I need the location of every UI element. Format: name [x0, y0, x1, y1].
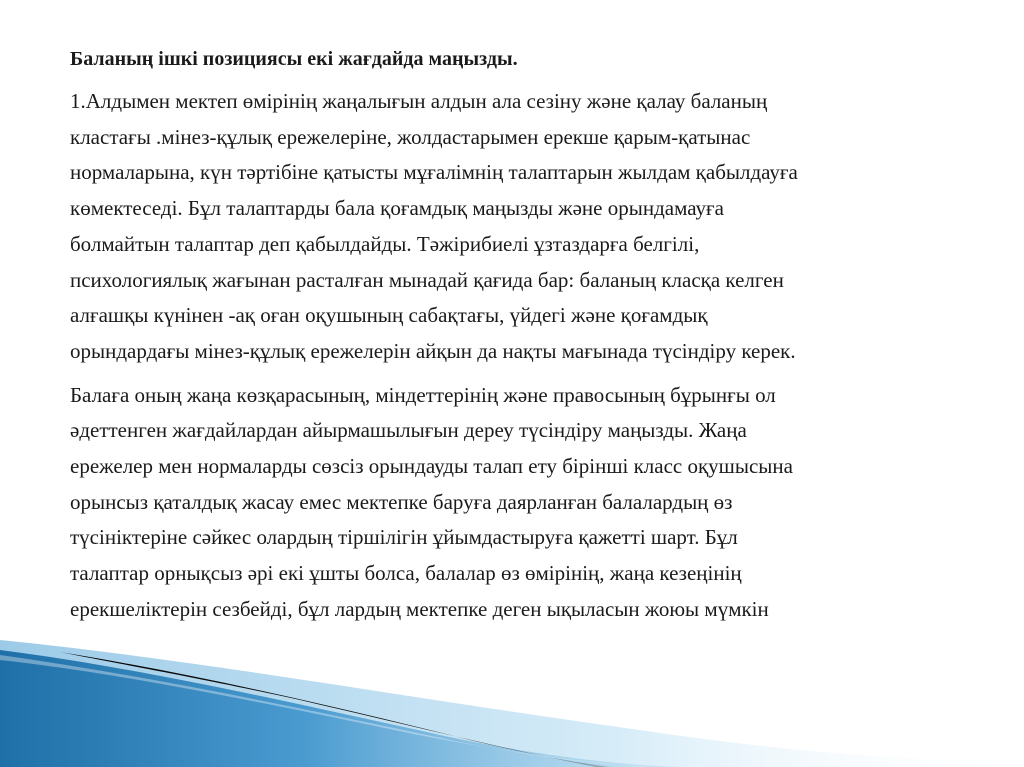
- paragraph-1-line: алғашқы күнінен -ақ оған оқушының сабақтағы, үйдегі және қоғамдық: [70, 303, 708, 328]
- paragraph-1-line: орындардағы мінез-құлық ережелерін айқын да нақты мағынада түсіндіру керек.: [70, 338, 796, 363]
- paragraph-2-line: орынсыз қаталдық жасау емес мектепке баруға даярланған балалардың өз: [70, 489, 733, 514]
- paragraph-2-line: әдеттенген жағдайлардан айырмашылығын дереу түсіндіру маңызды. Жаңа: [70, 418, 747, 443]
- paragraph-2-line: түсініктеріне сәйкес олардың тіршілігін ұйымдастыруға қажетті шарт. Бұл: [70, 525, 738, 550]
- paragraph-1-line: кластағы .мінез-құлық ережелеріне, жолдастарымен ерекше қарым-қатынас: [70, 124, 751, 149]
- paragraph-1-line: болмайтын талаптар деп қабылдайды. Тәжірибиелі ұзтаздарға белгілі,: [70, 231, 700, 256]
- paragraph-1: [70, 84, 970, 370]
- paragraph-1-line: психологиялық жағынан расталған мынадай қағида бар: баланың класқа келген: [70, 267, 784, 292]
- paragraph-2: [70, 378, 970, 628]
- paragraph-2-line: талаптар орнықсыз әрі екі ұшты болса, балалар өз өмірінің, жаңа кезеңінің: [70, 561, 742, 586]
- slide-heading: Баланың ішкі позициясы екі жағдайда маңызды.: [70, 48, 518, 70]
- paragraph-2-line: Балаға оның жаңа көзқарасының, міндеттерінің және правосының бұрынғы ол: [70, 382, 776, 407]
- paragraph-1-line: нормаларына, күн тәртібіне қатысты мұғалімнің талаптарын жылдам қабылдауға: [70, 160, 798, 185]
- text-content: [70, 44, 970, 636]
- paragraph-1-line: 1.Алдымен мектеп өмірінің жаңалығын алдын ала сезіну және қалау баланың: [70, 89, 768, 113]
- paragraph-2-line: ерекшеліктерін сезбейді, бұл лардың мектепке деген ықыласын жоюы мүмкін: [70, 596, 769, 621]
- paragraph-1-line: көмектеседі. Бұл талаптарды бала қоғамдық маңызды және орындамауға: [70, 196, 724, 221]
- paragraph-2-line: ережелер мен нормаларды сөзсіз орындауды талап ету бірінші класс оқушысына: [70, 454, 793, 479]
